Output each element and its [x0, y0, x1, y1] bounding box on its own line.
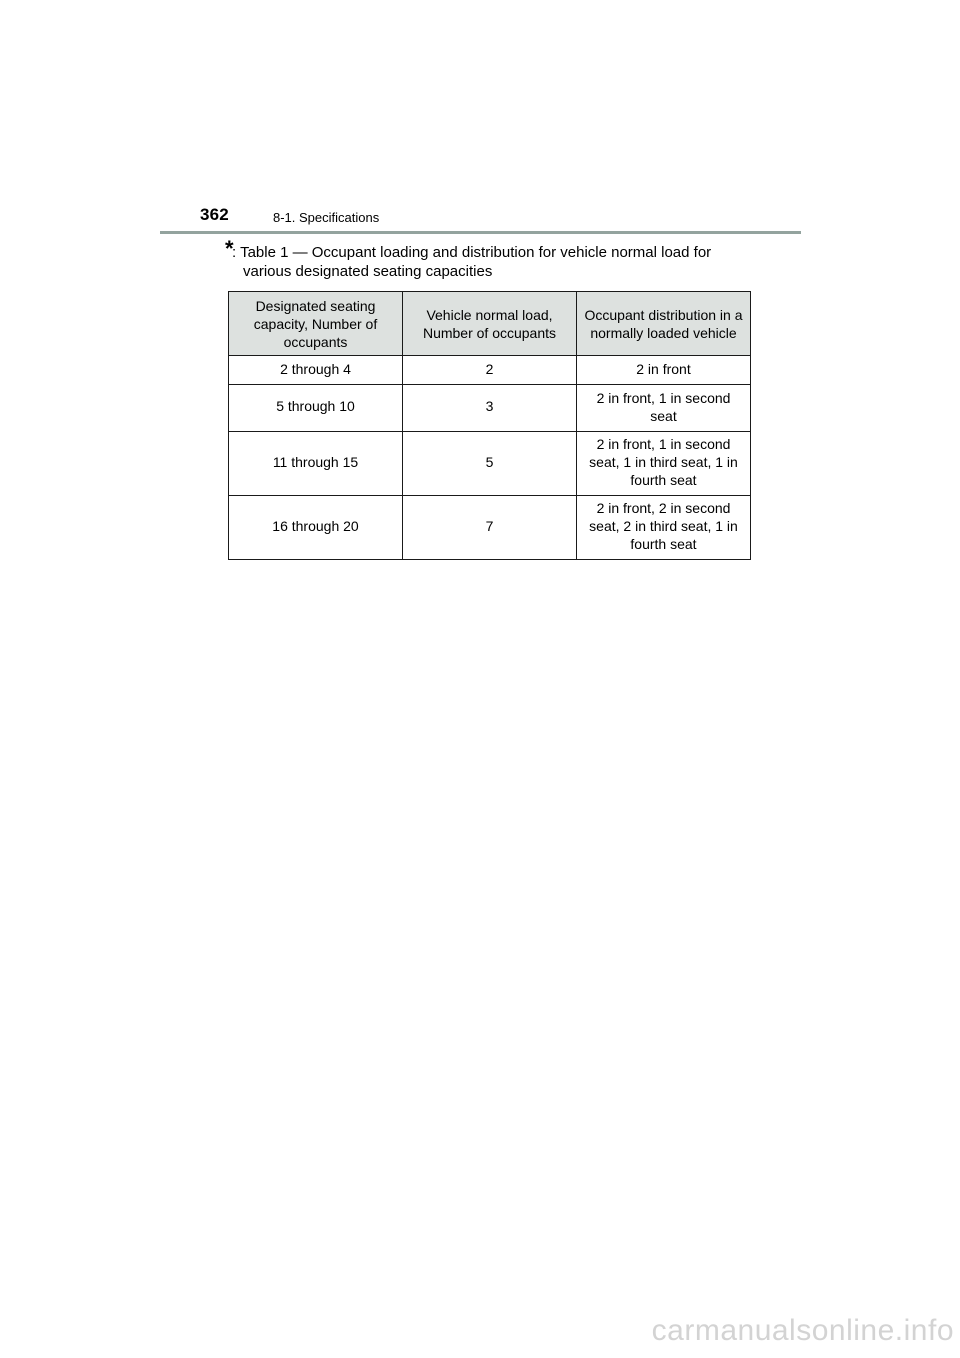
table-cell: 5: [403, 432, 577, 496]
table-row: [229, 432, 751, 496]
table-cell: 2 in front, 2 in second seat, 2 in third seat, 1 in fourth seat: [577, 496, 751, 560]
table-cell: 5 through 10: [229, 385, 403, 432]
column-header-normal-load: Vehicle normal load, Number of occupants: [403, 292, 577, 356]
column-header-seating-capacity: Designated seating capacity, Number of occupants: [229, 292, 403, 356]
table-row: [229, 496, 751, 560]
table-header-row: [229, 292, 751, 356]
table-row: [229, 385, 751, 432]
header-divider: [160, 231, 801, 234]
footnote-asterisk: *: [225, 236, 234, 261]
table-cell: 16 through 20: [229, 496, 403, 560]
column-header-distribution: Occupant distribution in a normally loaded vehicle: [577, 292, 751, 356]
table-cell: 11 through 15: [229, 432, 403, 496]
watermark: carmanualsonline.info: [651, 1314, 954, 1347]
table-cell: 2 in front, 1 in second seat: [577, 385, 751, 432]
occupant-loading-table: [228, 291, 751, 560]
table-cell: 3: [403, 385, 577, 432]
table-row: [229, 356, 751, 385]
table-cell: 7: [403, 496, 577, 560]
table-caption-line-1: : Table 1 — Occupant loading and distribution for vehicle normal load for: [232, 244, 712, 261]
section-title: 8-1. Specifications: [273, 210, 380, 225]
page-number: 362: [200, 205, 229, 224]
table-cell: 2 through 4: [229, 356, 403, 385]
table-cell: 2: [403, 356, 577, 385]
table-caption: [232, 243, 772, 281]
table-cell: 2 in front, 1 in second seat, 1 in third seat, 1 in fourth seat: [577, 432, 751, 496]
table-cell: 2 in front: [577, 356, 751, 385]
table-caption-line-2: various designated seating capacities: [243, 263, 493, 280]
